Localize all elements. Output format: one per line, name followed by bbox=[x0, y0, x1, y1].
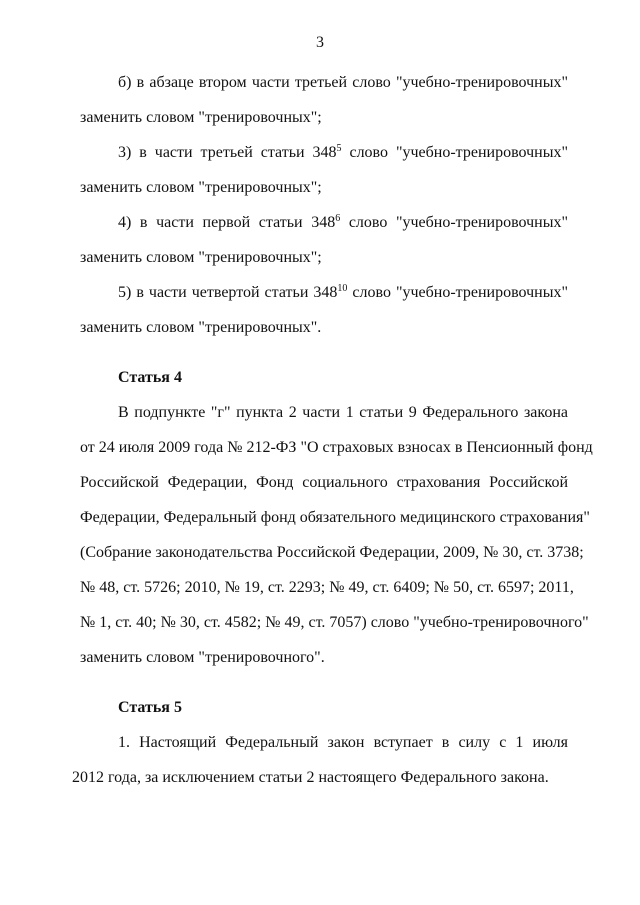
item-5-line-1 bbox=[118, 283, 568, 303]
article-4-line-7: № 1, ст. 40; № 30, ст. 4582; № 49, ст. 7057) слово "учебно-тренировочного" bbox=[80, 614, 589, 631]
article-4-line-6: № 48, ст. 5726; 2010, № 19, ст. 2293; № 49, ст. 6409; № 50, ст. 6597; 2011, bbox=[80, 579, 574, 596]
item-5-text: 5) в части четвертой статьи 348 bbox=[118, 284, 338, 301]
article-5-line-2: 2012 года, за исключением статьи 2 настоящего Федерального закона. bbox=[72, 769, 549, 786]
item-4-text-end: слово "учебно-тренировочных" bbox=[340, 214, 569, 231]
item-b-line-1: б) в абзаце втором части третьей слово "учебно-тренировочных" bbox=[118, 74, 568, 91]
item-3-line-1 bbox=[118, 143, 568, 163]
item-5-text-end: слово "учебно-тренировочных" bbox=[347, 284, 569, 301]
item-3-text-end: слово "учебно-тренировочных" bbox=[341, 144, 568, 161]
article-4-line-2: от 24 июля 2009 года № 212-ФЗ "О страховых взносах в Пенсионный фонд bbox=[80, 439, 593, 456]
article-4-line-1: В подпункте "г" пункта 2 части 1 статьи 9 Федерального закона bbox=[118, 404, 568, 421]
item-3-line-2: заменить словом "тренировочных"; bbox=[80, 179, 322, 196]
article-4-line-3: Российской Федерации, Фонд социального страхования Российской bbox=[80, 474, 568, 491]
item-4-text: 4) в части первой статьи 348 bbox=[118, 214, 336, 231]
page-number: 3 bbox=[316, 34, 324, 51]
article-4-line-8: заменить словом "тренировочного". bbox=[80, 649, 325, 666]
item-3-superscript: 5 bbox=[336, 143, 342, 154]
item-5-superscript: 10 bbox=[337, 283, 348, 294]
item-b-line-2: заменить словом "тренировочных"; bbox=[80, 109, 322, 126]
item-4-superscript: 6 bbox=[335, 213, 341, 224]
article-4-line-5: (Собрание законодательства Российской Федерации, 2009, № 30, ст. 3738; bbox=[80, 544, 584, 561]
article-5-line-1: 1. Настоящий Федеральный закон вступает в силу с 1 июля bbox=[118, 734, 568, 751]
article-5-heading: Статья 5 bbox=[118, 699, 182, 716]
item-4-line-1 bbox=[118, 213, 568, 233]
article-4-line-4: Федерации, Федеральный фонд обязательного медицинского страхования" bbox=[80, 509, 590, 526]
item-3-text: 3) в части третьей статьи 348 bbox=[118, 144, 337, 161]
article-4-heading: Статья 4 bbox=[118, 369, 182, 386]
item-4-line-2: заменить словом "тренировочных"; bbox=[80, 249, 322, 266]
item-5-line-2: заменить словом "тренировочных". bbox=[80, 319, 322, 336]
